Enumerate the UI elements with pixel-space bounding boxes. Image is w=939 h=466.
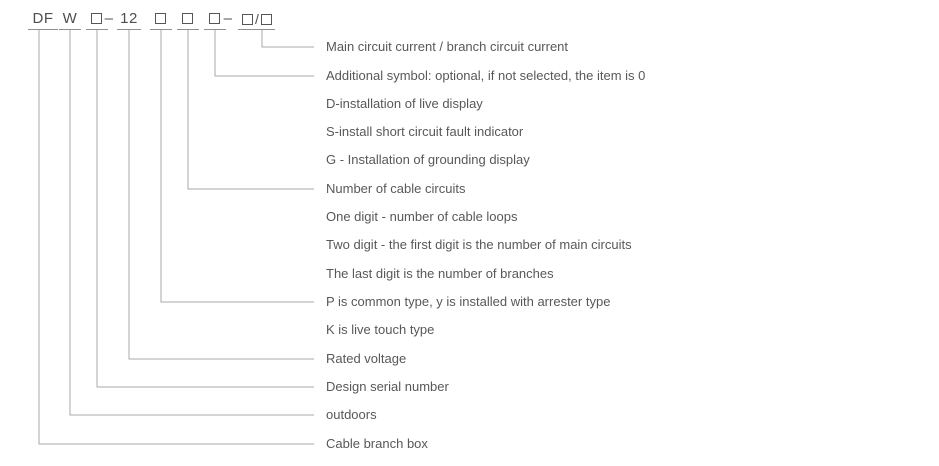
pair-separator: / xyxy=(255,11,259,27)
callout-two-digit: Two digit - the first digit is the number of main circuits xyxy=(326,237,632,252)
callout-main-branch-current: Main circuit current / branch circuit current xyxy=(326,39,569,54)
code-dash-2: – xyxy=(223,10,233,27)
connector-rated-voltage xyxy=(129,30,314,359)
connector-cable-circuits xyxy=(188,30,314,189)
callout-additional-s: S-install short circuit fault indicator xyxy=(326,124,524,139)
code-part-voltage: 12 xyxy=(120,10,138,27)
connector-additional-symbol xyxy=(215,30,314,76)
callout-type-p-y: P is common type, y is installed with arrester type xyxy=(326,294,611,309)
callout-rated-voltage: Rated voltage xyxy=(326,351,407,366)
callout-cable-branch-box: Cable branch box xyxy=(326,436,428,451)
callout-additional-d: D-installation of live display xyxy=(326,96,483,111)
callout-outdoors: outdoors xyxy=(326,407,377,422)
callout-one-digit: One digit - number of cable loops xyxy=(326,209,518,224)
connector-cable-branch-box xyxy=(39,30,314,444)
connector-main-branch-current xyxy=(262,30,314,47)
callout-design-serial: Design serial number xyxy=(326,379,449,394)
callout-additional-symbol: Additional symbol: optional, if not selected, the item is 0 xyxy=(326,68,646,83)
callout-additional-g: G - Installation of grounding display xyxy=(326,152,530,167)
code-part-df: DF xyxy=(32,10,54,27)
callout-type-k: K is live touch type xyxy=(326,322,435,337)
connector-design-serial xyxy=(97,30,314,387)
callout-last-digit: The last digit is the number of branches xyxy=(326,266,554,281)
callout-cable-circuits: Number of cable circuits xyxy=(326,181,466,196)
code-dash-1: – xyxy=(104,10,114,27)
connector-outdoors xyxy=(70,30,314,415)
code-part-w: W xyxy=(62,10,78,27)
connector-type xyxy=(161,30,314,302)
